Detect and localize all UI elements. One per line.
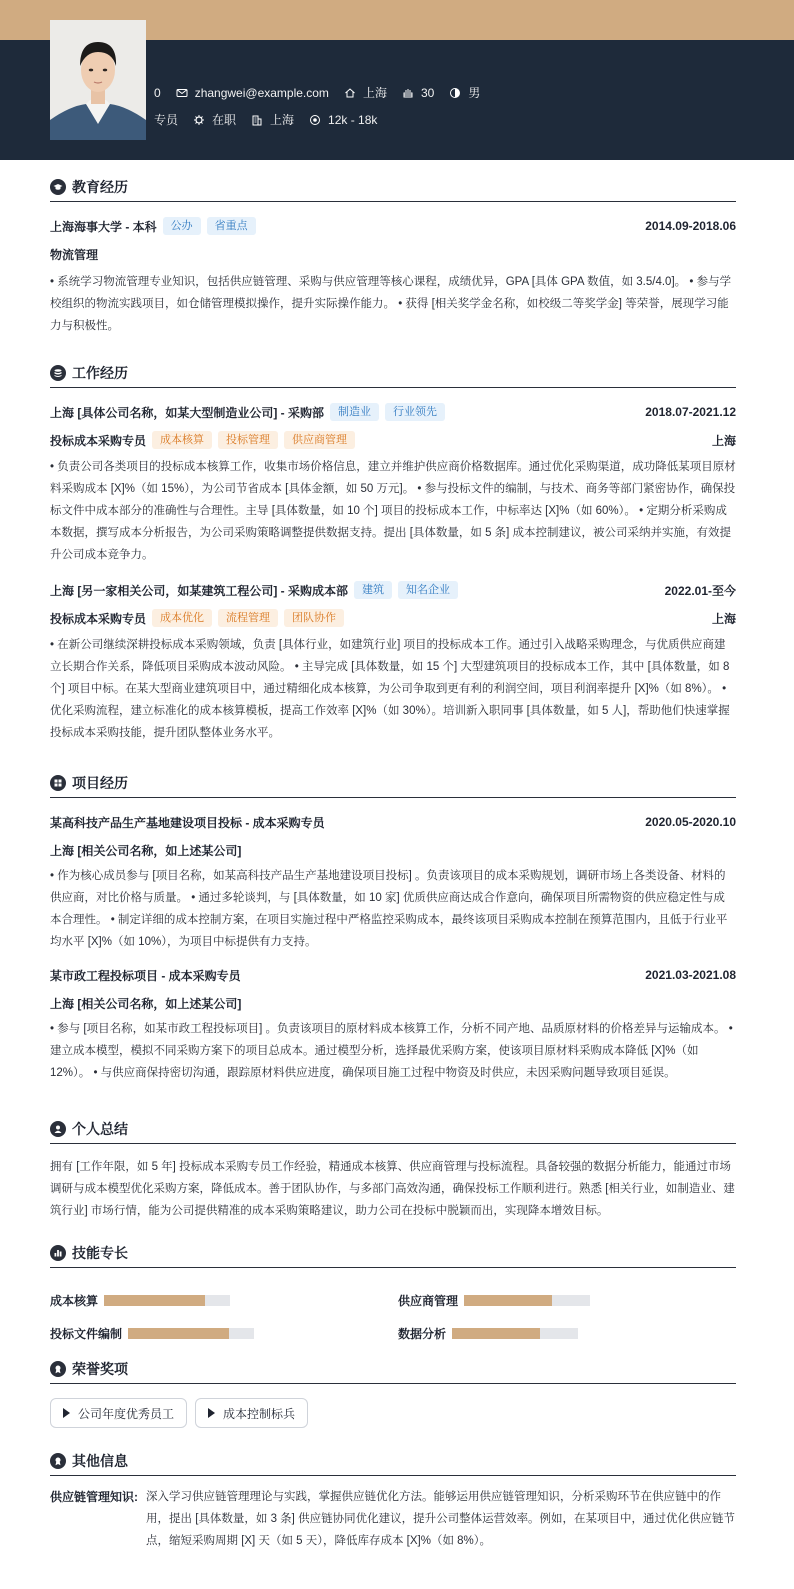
company-tag: 知名企业 [398,581,458,599]
other-row [50,1486,736,1552]
work-header [50,362,736,388]
skill-item [50,1325,254,1342]
education-date: 2014.09-2018.06 [645,219,736,233]
project-item [50,965,736,1084]
other-header [50,1450,736,1476]
education-header [50,176,736,202]
status-icon [192,113,206,127]
awards-section [50,1358,736,1428]
user-icon [50,1121,66,1137]
phone-info: 0 [134,86,161,100]
major: 物流管理 [50,248,99,262]
company-tag: 建筑 [354,581,392,599]
work-city: 上海 [711,611,736,626]
education-section [50,176,736,337]
work-title: 工作经历 [72,364,128,381]
project-name: 某高科技产品生产基地建设项目投标 - 成本采购专员 [50,815,325,830]
bar-chart-icon [50,1245,66,1261]
company-tag: 制造业 [330,403,379,421]
project-date: 2021.03-2021.08 [645,968,736,982]
salary-icon [308,113,322,127]
project-company: 上海 [相关公司名称，如上述某公司] [50,997,242,1011]
home-icon [343,86,357,100]
awards-list [50,1398,736,1428]
role-tag: 流程管理 [218,609,278,627]
email-info: zhangwei@example.com [175,86,329,100]
graduation-cap-icon [50,179,66,195]
work-city: 上海 [711,433,736,448]
role-tag: 成本优化 [152,609,212,627]
work-description: • 负责公司各类项目的投标成本核算工作，收集市场价格信息，建立并维护供应商价格数据库。通过优化采购渠道，成功降低某项目原材料采购成本 [X]%（如 15%），为公司节省成本 [具体金额，如 50 万元]。 • 参与投标文件的编制，与技术、商务等部门紧密协作，确保投标文件中成本部分的准确性与合理性。主导 [具体数量，如 10 个] 项目的投标成本工作，中标率达 [X]%（如 60%）。 • 定期分析采购成本数据，撰写成本分析报告，为公司采购策略调整提供数据支持。提出 [具体数量，如 5 条] 成本控制建议，被公司采纳并实施，有效提升公司成本竞争力。 [50,461,736,561]
skills-section [50,1242,736,1268]
skills-header [50,1242,736,1268]
education-title: 教育经历 [72,178,128,195]
education-description: • 系统学习物流管理专业知识，包括供应链管理、采购与供应管理等核心课程，成绩优异，GPA [具体 GPA 数值，如 3.5/4.0]。 • 参与学校组织的物流实践项目，如仓储管理模拟操作，提升实际操作能力。 • 获得 [相关奖学金名称，如校级二等奖学金] 等荣誉，展现学习能力与积极性。 [50,276,732,332]
work-role: 投标成本采购专员 [50,611,147,626]
skill-name: 投标文件编制 [50,1327,123,1341]
skill-bar [128,1328,254,1339]
skills-title: 技能专长 [72,1244,128,1261]
work-date: 2018.07-2021.12 [645,405,736,419]
position-info: 专员 [134,111,178,128]
awards-header [50,1358,736,1384]
skill-bar [452,1328,578,1339]
job-line [134,111,391,128]
project-company: 上海 [相关公司名称，如上述某公司] [50,844,242,858]
education-row [50,216,736,236]
status-info: 在职 [192,111,236,128]
work-company: 上海 [另一家相关公司，如某建筑工程公司] - 采购成本部 [50,583,348,598]
role-tag: 团队协作 [284,609,344,627]
grid-icon [50,775,66,791]
school-name: 上海海事大学 - 本科 [50,219,157,234]
skill-name: 数据分析 [398,1327,447,1341]
summary-title: 个人总结 [72,1120,128,1137]
play-icon [208,1408,215,1418]
avatar [50,20,146,140]
awards-title: 荣誉奖项 [72,1360,128,1377]
project-header [50,772,736,798]
other-section [50,1450,736,1552]
play-icon [63,1408,70,1418]
school-tag: 公办 [163,217,201,235]
medal-icon [50,1453,66,1469]
location-info: 上海 [343,84,387,101]
skill-name: 成本核算 [50,1294,99,1308]
award-icon [50,1361,66,1377]
award-item: 成本控制标兵 [195,1398,308,1428]
database-icon [50,365,66,381]
age-info: 30 [401,86,434,100]
gender-icon [448,86,462,100]
work-item [50,580,736,744]
city-info: 上海 [250,111,294,128]
award-item: 公司年度优秀员工 [50,1398,187,1428]
company-tag: 行业领先 [385,403,445,421]
skill-bar-fill [464,1295,552,1306]
work-section [50,362,736,744]
skill-bar-fill [104,1295,205,1306]
summary-header [50,1118,736,1144]
project-description: • 参与 [项目名称，如某市政工程投标项目] 。负责该项目的原材料成本核算工作，分析不同产地、品质原材料的价格差异与运输成本。 • 建立成本模型，模拟不同采购方案下的项目总成本。通过模型分析，选择最优采购方案，使该项目原材料采购成本降低 [X]%（如 12%）。 • 与供应商保持密切沟通，跟踪原材料供应进度，确保项目施工过程中物资及时供应，未因采购问题导致项目延误。 [50,1023,733,1079]
project-description: • 作为核心成员参与 [项目名称，如某高科技产品生产基地建设项目投标] 。负责该项目的成本采购规划，调研市场上各类设备、材料的供应商，对比价格与质量。 • 通过多轮谈判，与 [具体数量，如 10 家] 优质供应商达成合作意向，确保项目所需物资的供应稳定性与成本合理性。 • 制定详细的成本控制方案，在项目实施过程中严格监控采购成本，最终该项目采购成本控制在预算范围内，且低于行业平均水平 [X]%（如 10%），为项目中标提供有力支持。 [50,870,728,948]
salary-info: 12k - 18k [308,113,377,127]
skill-bar [464,1295,590,1306]
other-label: 供应链管理知识: [50,1490,138,1504]
work-role: 投标成本采购专员 [50,433,147,448]
other-text: 深入学习供应链管理理论与实践，掌握供应链优化方法。能够运用供应链管理知识，分析采购环节在供应链中的作用，提出 [具体数量，如 3 条] 供应链协同优化建议，提升公司整体运营效率。例如，在某项目中，通过优化供应链节点，缩短采购周期 [X] 天（如 5 天），降低库存成本 [X]%（如 8%）。 [146,1491,736,1547]
summary-section [50,1118,736,1222]
project-item [50,812,736,953]
mail-icon [175,86,189,100]
skill-item [50,1292,230,1309]
skill-bar-fill [128,1328,229,1339]
work-date: 2022.01-至今 [664,583,736,598]
project-section [50,772,736,1084]
contact-line [134,84,494,101]
project-date: 2020.05-2020.10 [645,815,736,829]
summary-text: 拥有 [工作年限，如 5 年] 投标成本采购专员工作经验，精通成本核算、供应商管理与投标流程。具备较强的数据分析能力，能通过市场调研与成本模型优化采购方案，降低成本。善于团队协作，与多部门高效沟通，确保投标工作顺利进行。熟悉 [相关行业，如制造业、建筑行业] 市场行情，能为公司提供精准的成本采购策略建议，助力公司在投标中脱颖而出，实现降本增效目标。 [50,1161,735,1217]
project-title: 项目经历 [72,774,128,791]
skill-item [398,1292,590,1309]
skill-item [398,1325,578,1342]
project-name: 某市政工程投标项目 - 成本采购专员 [50,968,241,983]
skill-bar [104,1295,230,1306]
role-tag: 成本核算 [152,431,212,449]
role-tag: 投标管理 [218,431,278,449]
gender-info: 男 [448,84,480,101]
role-tag: 供应商管理 [284,431,355,449]
cake-icon [401,86,415,100]
work-description: • 在新公司继续深耕投标成本采购领域，负责 [具体行业，如建筑行业] 项目的投标成本工作。通过引入战略采购理念，与优质供应商建立长期合作关系，降低项目采购成本波动风险。 • 主导完成 [具体数量，如 15 个] 大型建筑项目的投标成本工作，其中 [具体数量，如 8 个] 项目中标。在某大型商业建筑项目中，通过精细化成本核算，为公司争取到更有利的利润空间，项目利润率提升 [X]%（如 8%）。 • 优化采购流程，建立标准化的成本核算模板，提高工作效率 [X]%（如 30%）。培训新入职同事 [具体数量，如 5 人]，帮助他们快速掌握投标成本采购技能，提升团队整体业务水平。 [50,639,730,739]
skill-name: 供应商管理 [398,1294,459,1308]
other-title: 其他信息 [72,1452,128,1469]
school-tag: 省重点 [207,217,256,235]
building-icon [250,113,264,127]
work-company: 上海 [具体公司名称，如某大型制造业公司] - 采购部 [50,405,324,420]
skill-bar-fill [452,1328,540,1339]
work-item [50,402,736,566]
